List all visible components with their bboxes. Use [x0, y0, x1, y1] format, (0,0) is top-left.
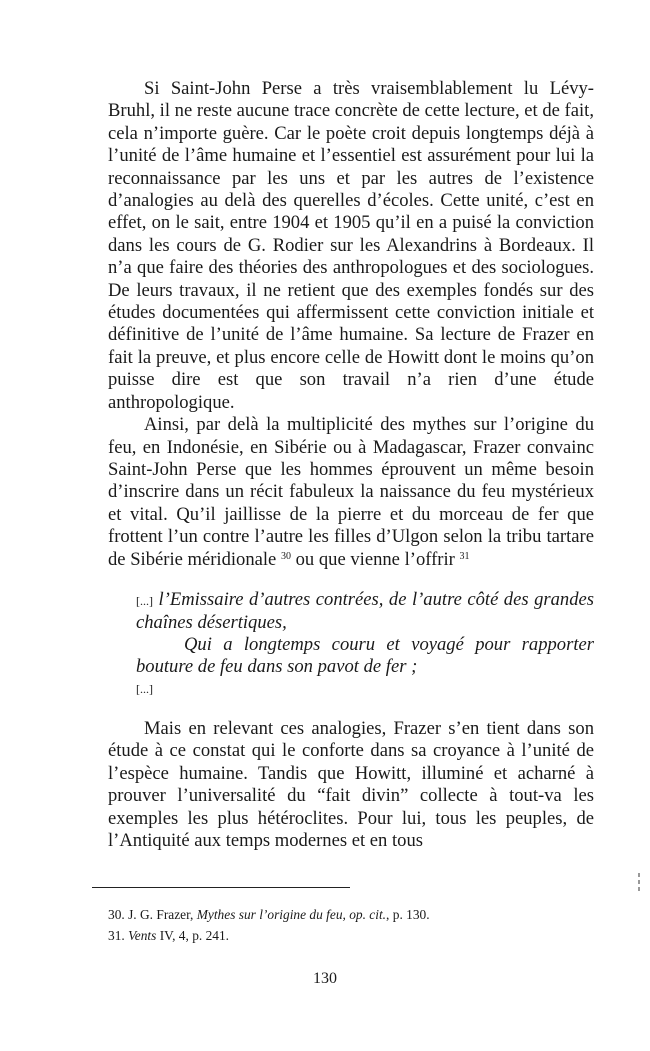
quote-line-2: Qui a longtemps couru et voyagé pour rapporter bouture de feu dans son pavot de fer ; — [136, 633, 594, 677]
verse-quotation — [136, 589, 594, 700]
paragraph-2-continued: ou que vienne l’offrir — [290, 548, 455, 570]
quote-line-1 — [136, 589, 594, 634]
main-text — [108, 78, 594, 852]
paragraph-3: Mais en relevant ces analogies, Frazer s’en tient dans son étude à ce constat qui le conforte dans sa croyance à l’unité de l’espèce humaine. Tandis que Howitt, illuminé et acharné à prouver l’universalité du “fait divin” collecte à tout-va les exemples les plus hétéroclites. Pour lui, tous les peuples, de l’Antiquité aux temps modernes et en tous — [108, 717, 594, 851]
footnote-30-author: J. G. Frazer, — [128, 907, 197, 922]
footnote-30-number: 30. — [108, 907, 129, 922]
footnote-30-rest: , p. 130. — [386, 907, 430, 922]
footnotes — [108, 904, 588, 946]
footnote-31-title: Vents — [128, 928, 157, 943]
paragraph-1: Si Saint-John Perse a très vraisemblablement lu Lévy-Bruhl, il ne reste aucune trace concrète de cette lecture, et de fait, cela n’importe guère. Car le poète croit depuis longtemps déjà à l’unité de l’âme humaine et l’essentiel est assurément pour lui la reconnaissance par les uns et par les autres de l’existence d’analogies au delà des querelles d’écoles. Cette unité, c’est en effet, on le sait, entre 1904 et 1905 qu’il en a puisé la conviction dans les cours de G. Rodier sur les Alexandrins à Bordeaux. Il n’a que faire des théories des anthropologues et des sociologues. De leurs travaux, il ne retient que des exemples fondés sur des études documentées qui affermissent cette conviction initiale et définitive de l’unité de l’âme humaine. Sa lecture de Frazer en fait la preuve, et plus encore celle de Howitt dont le moins qu’on puisse dire est que son travail n’a rien d’une étude anthropologique. — [108, 78, 594, 413]
footnote-31 — [108, 925, 588, 946]
quote-open-bracket: [...] — [136, 593, 153, 608]
footnote-30-title: Mythes sur l’origine du feu, op. cit. — [196, 907, 387, 922]
footnote-31-rest: IV, 4, p. 241. — [156, 928, 230, 943]
paragraph-2-text: Ainsi, par delà la multiplicité des mythes sur l’origine du feu, en Indonésie, en Sibérie ou à Madagascar, Frazer convainc Saint-John Perse que les hommes éprouvent un même besoin d’inscrire dans un récit fabuleux la naissance du feu mystérieux et vital. Qu’il jaillisse de la pierre et du morceau de fer que frottent l’un contre l’autre les filles d’Ulgon selon la tribu tartare de Sibérie méridionale — [108, 414, 594, 570]
paragraph-2 — [108, 414, 594, 571]
footnote-ref-30[interactable]: 30 — [280, 550, 291, 562]
quote-close-bracket: [...] — [136, 681, 153, 696]
footnote-ref-31[interactable]: 31 — [459, 550, 470, 562]
quote-line-1-text: l’Emissaire d’autres contrées, de l’autre côté des grandes chaînes désertiques, — [136, 588, 594, 633]
footnote-31-number: 31. — [108, 928, 129, 943]
footnote-divider — [92, 887, 350, 888]
footnote-30 — [108, 904, 588, 925]
page-number: 130 — [313, 970, 337, 987]
scan-margin-marks — [636, 870, 642, 900]
